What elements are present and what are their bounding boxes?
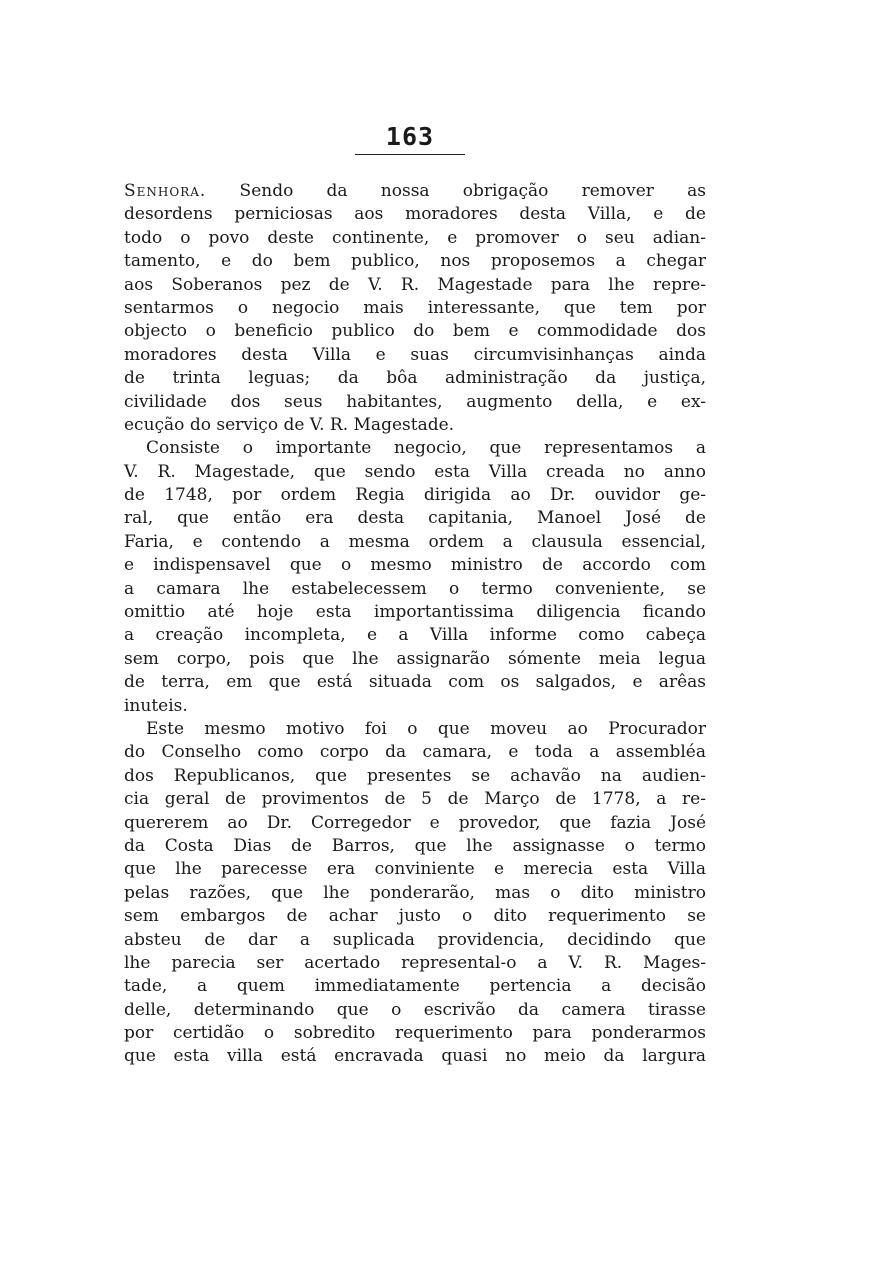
text-line: omittio até hoje esta importantissima diligencia ficando xyxy=(124,602,706,623)
page-number-rule xyxy=(355,154,465,155)
body-text xyxy=(124,180,706,1069)
page-number: 163 xyxy=(385,122,435,151)
text-line: ral, que então era desta capitania, Manoel José de xyxy=(124,508,706,529)
text-line: ecução do serviço de V. R. Magestade. xyxy=(124,414,455,435)
text-line: a creação incompleta, e a Villa informe como cabeça xyxy=(124,625,706,646)
text-line: absteu de dar a suplicada providencia, decidindo que xyxy=(124,929,706,950)
text-line: por certidão o sobredito requerimento para ponderarmos xyxy=(124,1023,706,1044)
text-line: V. R. Magestade, que sendo esta Villa creada no anno xyxy=(124,461,706,482)
text-line: quererem ao Dr. Corregedor e provedor, que fazia José xyxy=(124,812,706,833)
text-line: delle, determinando que o escrivão da camera tirasse xyxy=(124,999,706,1020)
text-line: inuteis. xyxy=(124,695,188,716)
text-line: do Conselho como corpo da camara, e toda a assembléa xyxy=(124,742,706,763)
text-line: aos Soberanos pez de V. R. Magestade para lhe repre- xyxy=(124,274,706,295)
paragraph xyxy=(124,180,706,437)
salutation: Senhora. xyxy=(124,181,207,201)
text-line: pelas razões, que lhe ponderarão, mas o dito ministro xyxy=(124,882,706,903)
text-line: Senhora. Sendo da nossa obrigação remover as xyxy=(124,181,706,201)
text-line: Consiste o importante negocio, que representamos a xyxy=(146,438,706,459)
text-line: de 1748, por ordem Regia dirigida ao Dr. ouvidor ge- xyxy=(124,485,706,506)
text-line: moradores desta Villa e suas circumvisinhanças ainda xyxy=(124,344,706,365)
text-line: todo o povo deste continente, e promover o seu adian- xyxy=(124,227,706,248)
text-line: a camara lhe estabelecessem o termo conveniente, se xyxy=(124,578,706,599)
text-line: da Costa Dias de Barros, que lhe assignasse o termo xyxy=(124,835,706,856)
text-line: Este mesmo motivo foi o que moveu ao Procurador xyxy=(146,718,706,739)
text-line: Faria, e contendo a mesma ordem a clausula essencial, xyxy=(124,531,706,552)
text-line: cia geral de provimentos de 5 de Março de 1778, a re- xyxy=(124,789,706,810)
text-line: lhe parecia ser acertado represental-o a V. R. Mages- xyxy=(124,952,706,973)
text-line: sentarmos o negocio mais interessante, que tem por xyxy=(124,297,706,318)
paragraph xyxy=(124,718,706,1069)
text-line: desordens perniciosas aos moradores desta Villa, e de xyxy=(124,204,706,225)
text-line: tamento, e do bem publico, nos proposemos a chegar xyxy=(124,251,706,272)
text-line: sem embargos de achar justo o dito requerimento se xyxy=(124,906,706,927)
text-line: que lhe parecesse era conviniente e merecia esta Villa xyxy=(124,859,706,880)
text-line: objecto o beneficio publico do bem e commodidade dos xyxy=(124,321,706,342)
text-line: de trinta leguas; da bôa administração da justiça, xyxy=(124,368,706,389)
text-line: e indispensavel que o mesmo ministro de accordo com xyxy=(124,555,706,576)
text-line: civilidade dos seus habitantes, augmento della, e ex- xyxy=(124,391,706,412)
text-line: que esta villa está encravada quasi no meio da largura xyxy=(124,1046,706,1067)
text-line: tade, a quem immediatamente pertencia a decisão xyxy=(124,976,706,997)
text-line: de terra, em que está situada com os salgados, e arêas xyxy=(124,672,706,693)
text-line: sem corpo, pois que lhe assignarão sómente meia legua xyxy=(124,648,706,669)
paragraph xyxy=(124,437,706,718)
text-line: dos Republicanos, que presentes se achavão na audien- xyxy=(124,765,706,786)
